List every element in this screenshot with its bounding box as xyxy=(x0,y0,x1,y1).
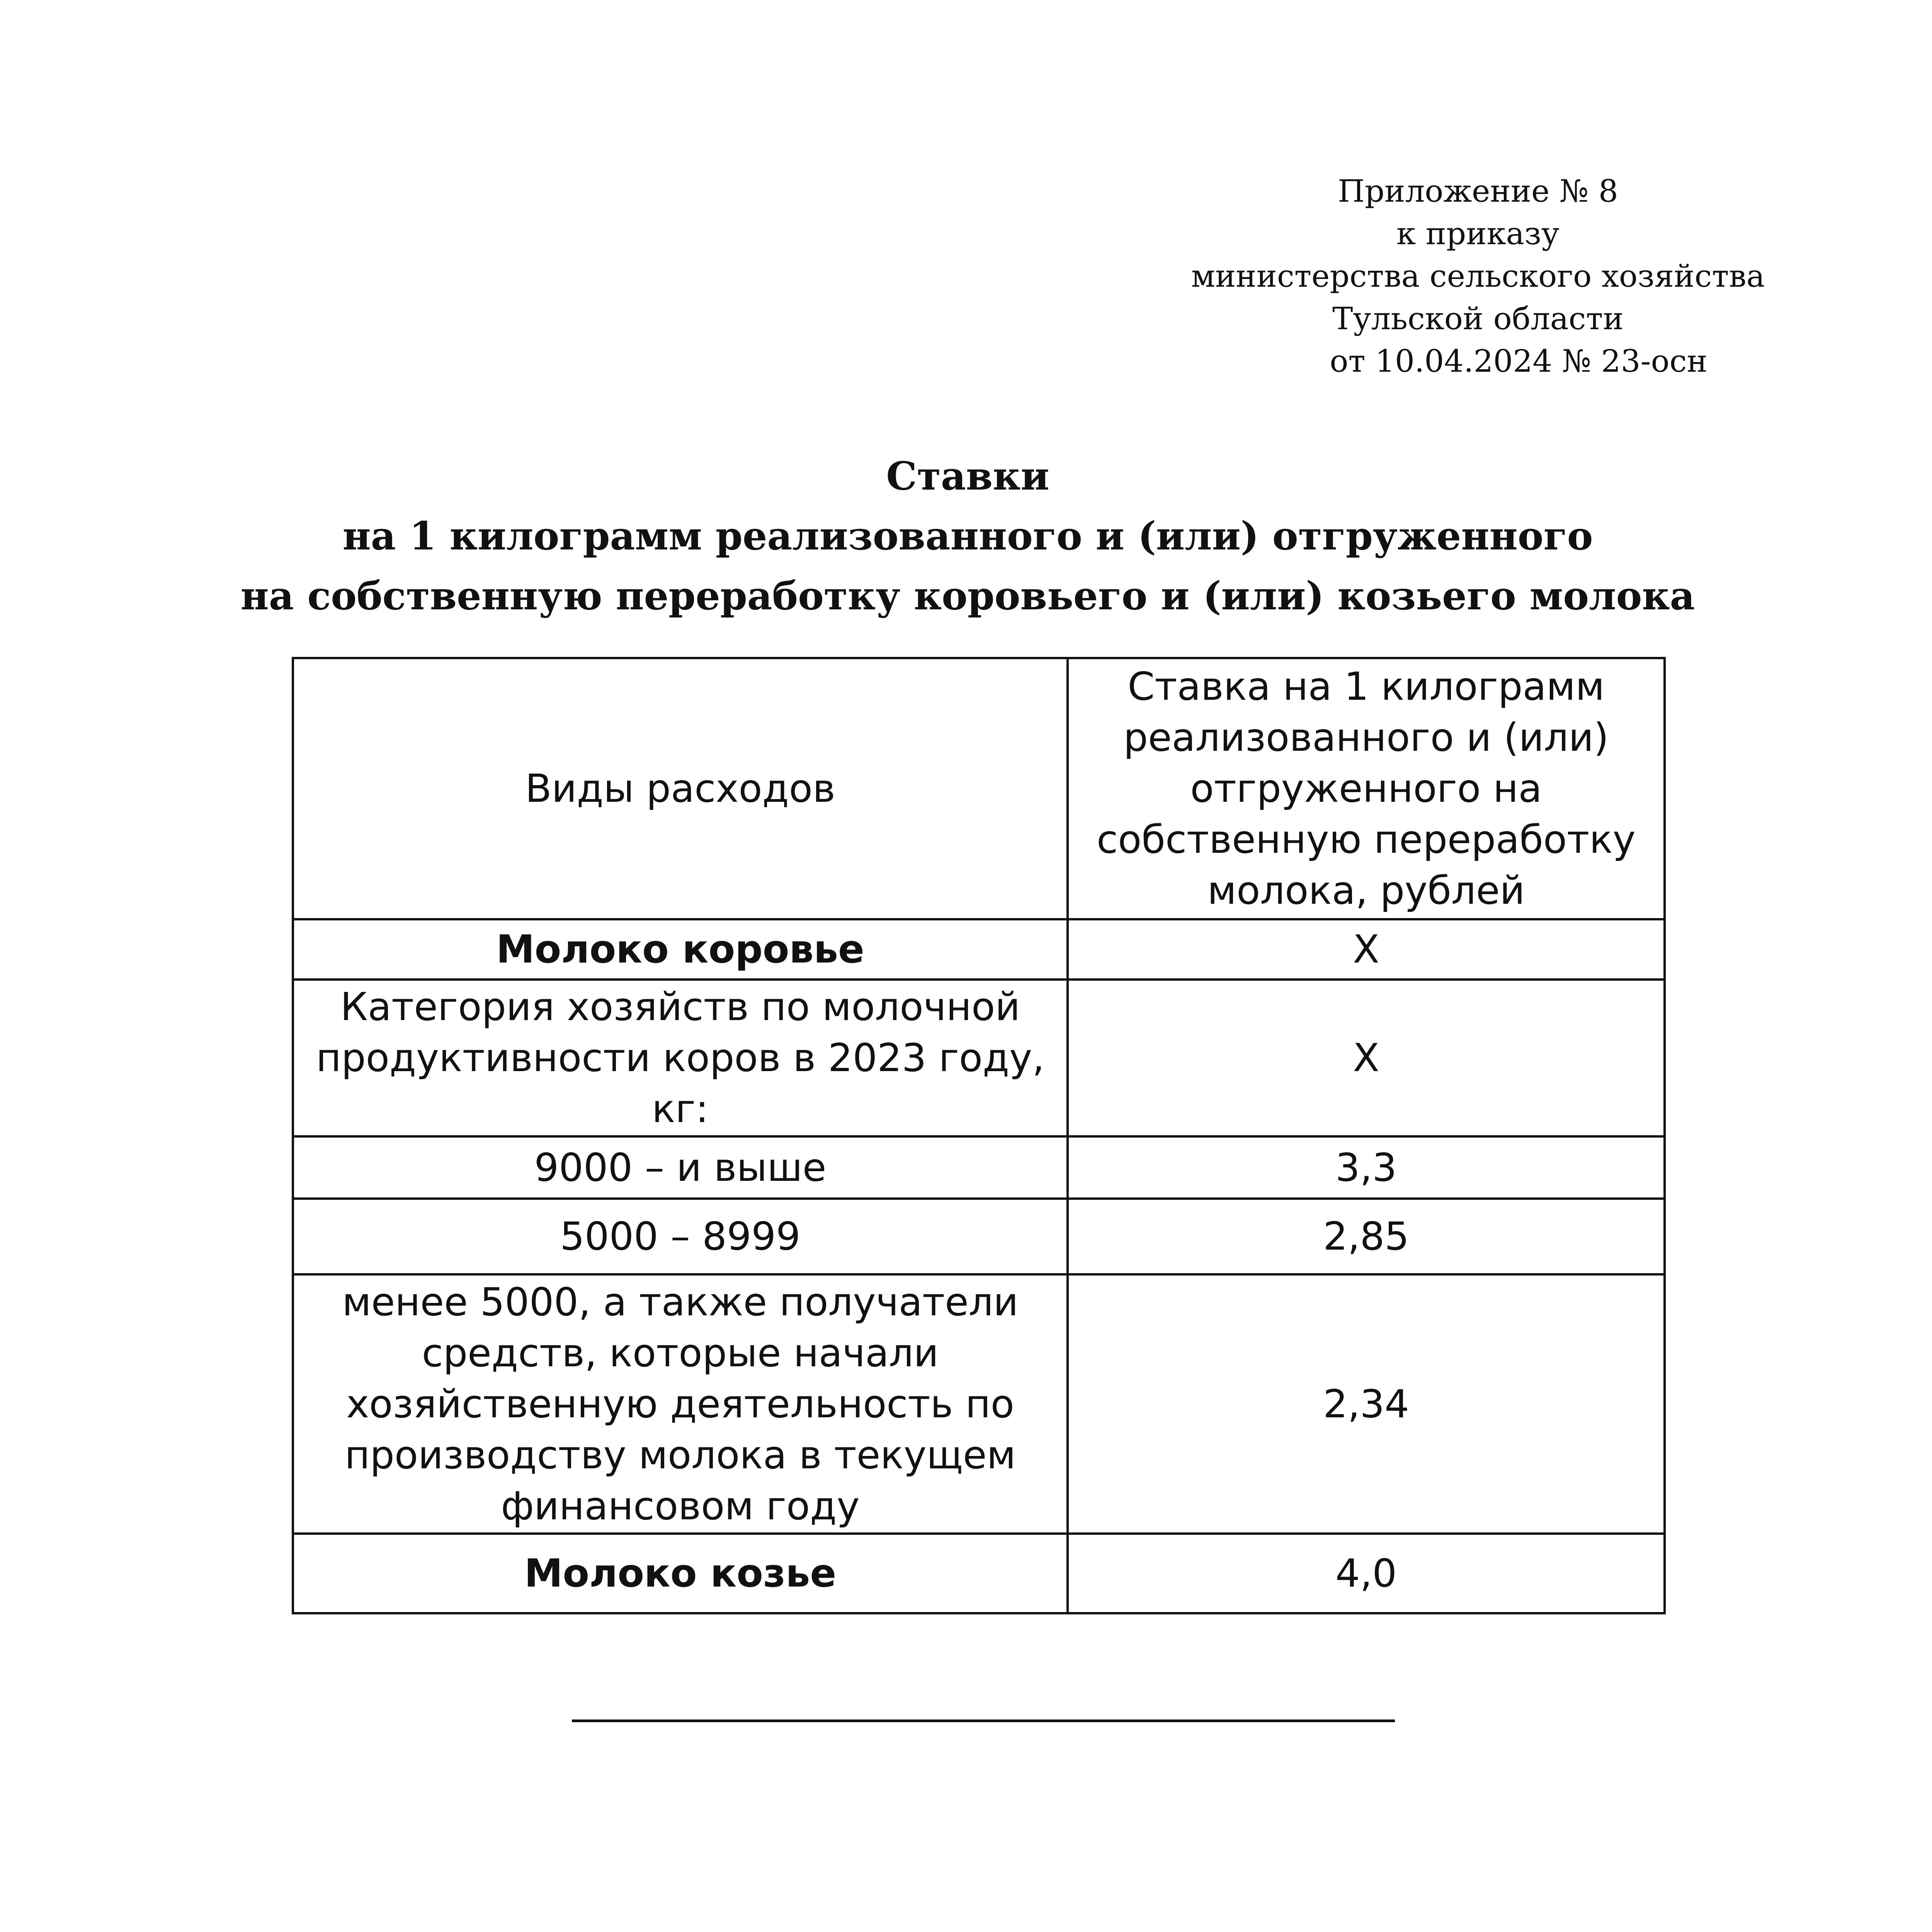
header-expense-types: Виды расходов xyxy=(293,658,1068,919)
table-row xyxy=(293,1199,1665,1274)
title-line-1: Ставки xyxy=(886,453,1049,499)
row-value: 2,85 xyxy=(1068,1199,1665,1274)
row-label: 5000 – 8999 xyxy=(293,1199,1068,1274)
appendix-ministry: министерства сельского хозяйства xyxy=(1191,258,1765,294)
table-row xyxy=(293,1136,1665,1199)
row-label: Категория хозяйств по молочной продуктивности коров в 2023 году, кг: xyxy=(293,980,1068,1136)
row-label: менее 5000, а также получатели средств, которые начали хозяйственную деятельность по производству молока в текущем финансовом году xyxy=(293,1274,1068,1534)
closing-divider xyxy=(572,1719,1395,1722)
appendix-number: Приложение № 8 xyxy=(1338,173,1618,209)
row-value: Х xyxy=(1068,980,1665,1136)
table-row xyxy=(293,980,1665,1136)
title-line-3: на собственную переработку коровьего и (или) козьего молока xyxy=(240,573,1695,619)
table-row xyxy=(293,1274,1665,1534)
document-title xyxy=(0,446,1932,626)
rates-table xyxy=(292,657,1666,1614)
table-row xyxy=(293,1534,1665,1613)
table-row xyxy=(293,919,1665,980)
appendix-date-number: от 10.04.2024 № 23-осн xyxy=(1330,343,1708,379)
title-line-2: на 1 килограмм реализованного и (или) отгруженного xyxy=(342,513,1593,559)
row-value: 4,0 xyxy=(1068,1534,1665,1613)
appendix-header xyxy=(1159,170,1797,383)
appendix-order-ref: к приказу xyxy=(1396,216,1560,252)
row-label: Молоко коровье xyxy=(293,919,1068,980)
row-value: 2,34 xyxy=(1068,1274,1665,1534)
row-label: 9000 – и выше xyxy=(293,1136,1068,1199)
appendix-region: Тульской области xyxy=(1332,301,1624,337)
table-header-row xyxy=(293,658,1665,919)
header-rate: Ставка на 1 килограмм реализованного и (или) отгруженного на собственную переработку молока, рублей xyxy=(1068,658,1665,919)
row-value: Х xyxy=(1068,919,1665,980)
row-value: 3,3 xyxy=(1068,1136,1665,1199)
row-label: Молоко козье xyxy=(293,1534,1068,1613)
